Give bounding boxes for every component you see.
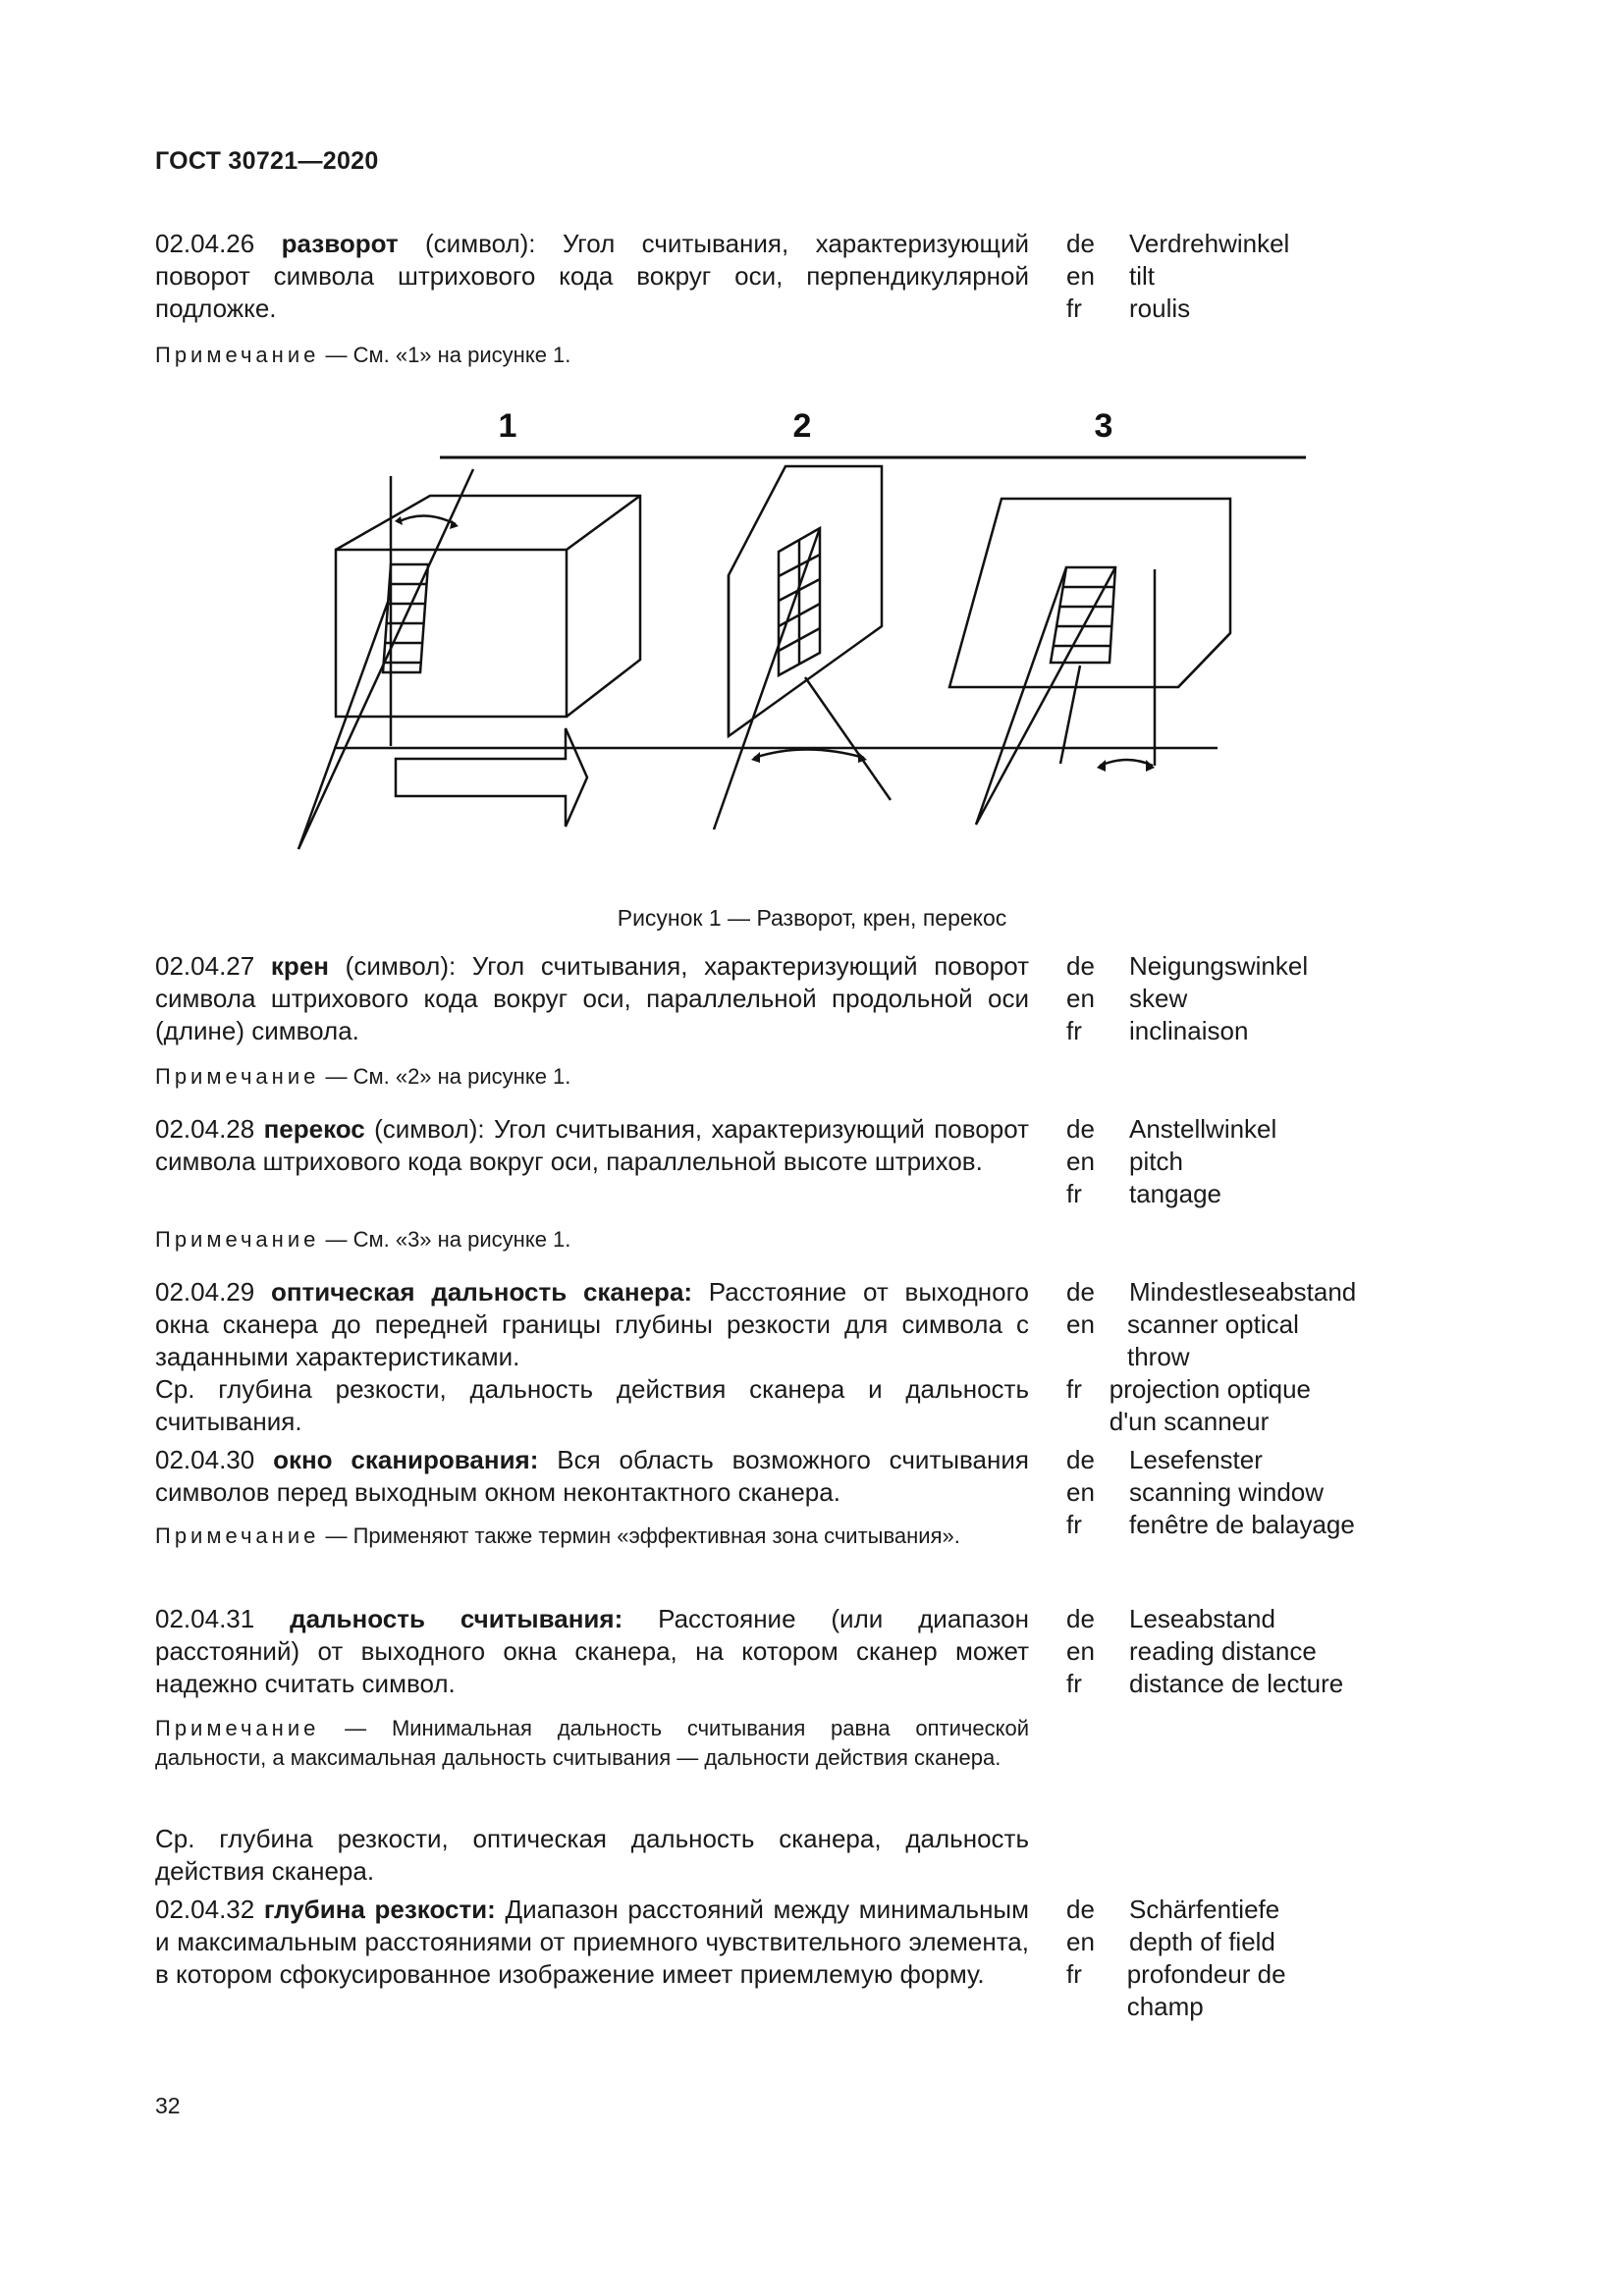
lang-code-de: de xyxy=(1066,951,1095,981)
arrow-head xyxy=(858,752,867,763)
translations xyxy=(1066,950,1361,1047)
pitch-plane xyxy=(949,499,1230,687)
term-number: 02.04.31 xyxy=(155,1604,255,1633)
note-dash: — xyxy=(325,1064,348,1089)
lang-code-de: de xyxy=(1066,1604,1095,1633)
note-02-04-27 xyxy=(155,1062,1029,1092)
term-definition xyxy=(155,228,1029,325)
angle-arc xyxy=(398,515,456,524)
term-definition xyxy=(155,1894,1029,1991)
note-label: Примечание xyxy=(155,1716,320,1740)
note-text: Минимальная дальность считывания равна оптической дальности, а максимальная дальность считывания — дальности действия сканера. xyxy=(155,1716,1029,1770)
term-name: глубина резкости: xyxy=(263,1895,496,1924)
note-text: См. «3» на рисунке 1. xyxy=(352,1227,571,1252)
translation-fr: projection optique d'un scanneur xyxy=(1109,1374,1311,1436)
lang-code-fr: fr xyxy=(1066,1669,1082,1698)
lang-code-en: en xyxy=(1066,1636,1095,1666)
term-definition xyxy=(155,1444,1029,1509)
translations xyxy=(1066,228,1361,325)
term-name: крен xyxy=(270,951,329,981)
term-name: разворот xyxy=(281,229,399,258)
translation-en: pitch xyxy=(1129,1147,1183,1176)
figure-part-2 xyxy=(714,466,891,829)
translations xyxy=(1066,1113,1361,1210)
lang-code-de: de xyxy=(1066,1277,1095,1307)
term-number: 02.04.32 xyxy=(155,1895,255,1924)
note-label: Примечание xyxy=(155,1523,320,1548)
figure-caption: Рисунок 1 — Разворот, крен, перекос xyxy=(617,905,1007,931)
tilt-line xyxy=(298,594,391,849)
translation-de: Mindestleseabstand xyxy=(1129,1277,1357,1307)
note-dash: — xyxy=(325,343,348,367)
term-text: Вся область возможного считывания символов перед выходным окном неконтактного сканера. xyxy=(155,1445,1029,1507)
see-also-02-04-31: Ср. глубина резкости, оптическая дальность сканера, дальность действия сканера. xyxy=(155,1824,1029,1886)
term-text: (символ): Угол считывания, характеризующий поворот символа штрихового кода вокруг оси, перпендикулярной подложке. xyxy=(155,229,1030,323)
lang-code-fr: fr xyxy=(1066,1510,1082,1539)
term-number: 02.04.26 xyxy=(155,229,255,258)
note-text: См. «2» на рисунке 1. xyxy=(352,1064,571,1089)
figure-label-2: 2 xyxy=(792,407,812,445)
note-text: Применяют также термин «эффективная зона считывания». xyxy=(352,1523,960,1548)
term-definition xyxy=(155,1113,1029,1178)
lang-code-en: en xyxy=(1066,1927,1095,1956)
term-number: 02.04.27 xyxy=(155,951,255,981)
see-also-text: Ср. глубина резкости, дальность действия сканера и дальность считывания. xyxy=(155,1374,1029,1436)
translation-fr: inclinaison xyxy=(1129,1016,1249,1045)
direction-arrow xyxy=(396,728,587,827)
pitch-ray xyxy=(976,567,1066,825)
term-name: оптическая дальность сканера: xyxy=(270,1277,693,1307)
translation-fr: profondeur de champ xyxy=(1126,1959,1286,2021)
term-text: (символ): Угол считывания, характеризующий поворот символа штрихового кода вокруг оси, параллельной высоте штрихов. xyxy=(155,1114,1029,1176)
term-text: Диапазон расстояний между минимальным и максимальным расстояниями от приемного чувствительного элемента, в котором сфокусированное изображение имеет приемлемую форму. xyxy=(155,1895,1029,1989)
figure-part-3 xyxy=(949,499,1230,825)
term-number: 02.04.29 xyxy=(155,1277,255,1307)
skew-plane xyxy=(729,466,882,736)
figure-label-3: 3 xyxy=(1094,407,1113,445)
arrow-head xyxy=(1097,760,1106,772)
arrow-head xyxy=(751,752,760,763)
term-text: Расстояние (или диапазон расстояний) от выходного окна сканера, на котором сканер может надежно считать символ. xyxy=(155,1604,1029,1698)
tilt-line xyxy=(298,469,473,849)
translation-fr: tangage xyxy=(1129,1179,1221,1208)
translation-de: Lesefenster xyxy=(1129,1445,1263,1474)
term-number: 02.04.30 xyxy=(155,1445,255,1474)
translation-de: Schärfentiefe xyxy=(1129,1895,1280,1924)
plane-edge xyxy=(1178,633,1230,687)
lang-code-en: en xyxy=(1066,261,1095,291)
lang-code-fr: fr xyxy=(1066,1179,1082,1208)
translation-fr: fenêtre de balayage xyxy=(1129,1510,1355,1539)
translation-en: reading distance xyxy=(1129,1636,1317,1666)
arrow-head xyxy=(395,516,403,525)
box-edge xyxy=(567,496,640,550)
translation-en: scanning window xyxy=(1129,1477,1325,1507)
term-name: перекос xyxy=(263,1114,365,1144)
note-label: Примечание xyxy=(155,1227,320,1252)
angle-arc xyxy=(754,750,864,759)
note-label: Примечание xyxy=(155,343,320,367)
note-dash: — xyxy=(345,1716,367,1740)
lang-code-en: en xyxy=(1066,1477,1095,1507)
translations xyxy=(1066,1444,1361,1541)
term-definition xyxy=(155,1603,1029,1700)
lang-code-en: en xyxy=(1066,1309,1095,1339)
term-text: (символ): Угол считывания, характеризующий поворот символа штрихового кода вокруг оси, параллельной продольной оси (длине) символа. xyxy=(155,951,1029,1045)
note-dash: — xyxy=(325,1227,348,1252)
translations xyxy=(1066,1894,1361,2023)
lang-code-en: en xyxy=(1066,1147,1095,1176)
translation-en: skew xyxy=(1129,984,1188,1013)
translations xyxy=(1066,1276,1361,1438)
lang-code-fr: fr xyxy=(1066,1959,1082,1989)
term-text: Расстояние от выходного окна сканера до передней границы глубины резкости для символа с заданными характеристиками. xyxy=(155,1277,1029,1371)
term-name: окно сканирования: xyxy=(273,1445,539,1474)
lang-code-de: de xyxy=(1066,1445,1095,1474)
translation-en: scanner optical throw xyxy=(1127,1309,1299,1371)
figure-part-1 xyxy=(298,469,640,849)
translation-de: Neigungswinkel xyxy=(1129,951,1309,981)
lang-code-de: de xyxy=(1066,229,1095,258)
pitch-ray xyxy=(976,567,1115,825)
lang-code-fr: fr xyxy=(1066,1016,1082,1045)
lang-code-fr: fr xyxy=(1066,1374,1082,1404)
note-text: См. «1» на рисунке 1. xyxy=(352,343,571,367)
note-02-04-31 xyxy=(155,1714,1029,1773)
term-number: 02.04.28 xyxy=(155,1114,255,1144)
translation-en: depth of field xyxy=(1129,1927,1275,1956)
lang-code-de: de xyxy=(1066,1895,1095,1924)
angle-arc xyxy=(1100,760,1153,766)
term-name: дальность считывания: xyxy=(290,1604,623,1633)
translation-de: Anstellwinkel xyxy=(1129,1114,1277,1144)
lang-code-de: de xyxy=(1066,1114,1095,1144)
translation-de: Verdrehwinkel xyxy=(1129,229,1290,258)
translation-en: tilt xyxy=(1129,261,1155,291)
figure-label-1: 1 xyxy=(498,407,517,445)
translation-fr: roulis xyxy=(1129,294,1191,323)
arrow-head xyxy=(1146,760,1155,772)
angle-ray xyxy=(805,677,891,800)
translations xyxy=(1066,1603,1361,1700)
page-number: 32 xyxy=(155,2093,181,2118)
note-dash: — xyxy=(325,1523,348,1548)
lang-code-en: en xyxy=(1066,984,1095,1013)
figure-1-diagram xyxy=(275,393,1316,864)
note-label: Примечание xyxy=(155,1064,320,1089)
note-02-04-30 xyxy=(155,1522,1029,1551)
term-definition xyxy=(155,1276,1029,1438)
note-02-04-28 xyxy=(155,1225,1029,1255)
note-02-04-26 xyxy=(155,341,1029,370)
term-definition xyxy=(155,950,1029,1047)
translation-de: Leseabstand xyxy=(1129,1604,1275,1633)
document-header: ГОСТ 30721—2020 xyxy=(155,147,379,175)
translation-fr: distance de lecture xyxy=(1129,1669,1344,1698)
lang-code-fr: fr xyxy=(1066,294,1082,323)
